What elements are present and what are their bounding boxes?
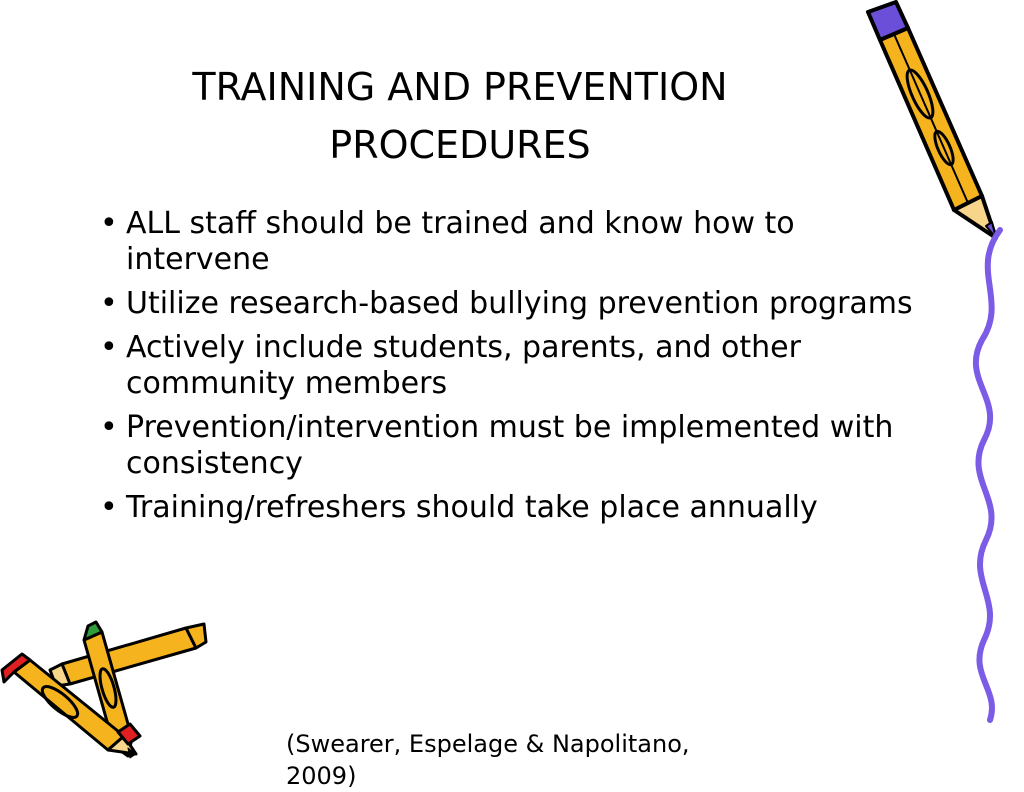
list-item (96, 490, 926, 526)
bullet-dot: • (100, 330, 118, 365)
squiggle-line (960, 230, 1024, 720)
crayon-cluster-icon (0, 620, 210, 760)
bullet-text: Prevention/intervention must be implemented with consistency (126, 410, 894, 481)
list-item (96, 286, 926, 322)
slide-title (100, 58, 820, 174)
bullet-dot: • (100, 206, 118, 241)
bullet-list (96, 206, 926, 534)
bullet-dot: • (100, 410, 118, 445)
list-item (96, 410, 926, 482)
title-line-2: PROCEDURES (329, 123, 591, 167)
list-item (96, 330, 926, 402)
bullet-dot: • (100, 286, 118, 321)
bullet-text: ALL staff should be trained and know how to intervene (126, 206, 795, 277)
bullet-text: Utilize research-based bullying prevention programs (126, 286, 913, 321)
pencil-icon (858, 0, 1004, 246)
bullet-text: Training/refreshers should take place annually (126, 490, 818, 525)
list-item (96, 206, 926, 278)
citation: (Swearer, Espelage & Napolitano, 2009) (286, 730, 690, 790)
title-line-1: TRAINING AND PREVENTION (192, 65, 728, 109)
bullet-dot: • (100, 490, 118, 525)
bullet-text: Actively include students, parents, and other community members (126, 330, 801, 401)
